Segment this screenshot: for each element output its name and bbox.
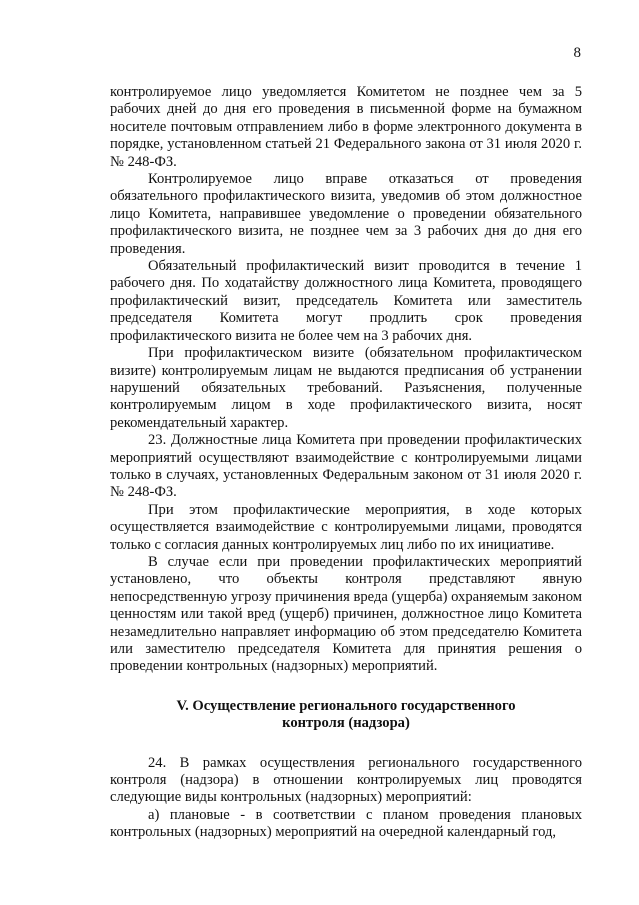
section-heading-line1: V. Осуществление регионального государственного	[176, 697, 516, 714]
paragraph-threat: В случае если при проведении профилактических мероприятий установлено, что объекты контроля представляют явную непосредственную угрозу причинения вреда (ущерба) охраняемым законом ценностям или такой вред (ущерб) причинен, должностное лицо Комитета незамедлительно направляет информацию об этом председателю Комитета или заместителю председателя Комитета для принятия решения о проведении контрольных (надзорных) мероприятий.	[110, 553, 582, 675]
page-number: 8	[573, 45, 581, 61]
paragraph-item-24a: а) плановые - в соответствии с планом проведения плановых контрольных (надзорных) мероприятий на очередной календарный год,	[110, 806, 582, 841]
section-heading-line2: контроля (надзора)	[282, 715, 410, 732]
paragraph-no-orders: При профилактическом визите (обязательном профилактическом визите) контролируемым лицам не выдаются предписания об устранении нарушений обязательных требований. Разъяснения, полученные контролируемым лицом в ходе профилактического визита, носят рекомендательный характер.	[110, 345, 582, 431]
paragraph-consent: При этом профилактические мероприятия, в ходе которых осуществляется взаимодействие с контролируемыми лицами, проводятся только с согласия данных контролируемых лиц либо по их инициативе.	[110, 501, 582, 553]
paragraph-notification: контролируемое лицо уведомляется Комитетом не позднее чем за 5 рабочих дней до дня его проведения в письменной форме на бумажном носителе почтовым отправлением либо в форме электронного документа в порядке, установленном статьей 21 Федерального закона от 31 июля 2020 г. № 248-ФЗ.	[110, 84, 582, 170]
paragraph-item-23: 23. Должностные лица Комитета при проведении профилактических мероприятий осуществляют взаимодействие с контролируемыми лицами только в случаях, установленных Федеральным законом от 31 июля 2020 г. № 248-ФЗ.	[110, 432, 582, 501]
paragraph-refusal: Контролируемое лицо вправе отказаться от проведения обязательного профилактического визита, уведомив об этом должностное лицо Комитета, направившее уведомление о проведении обязательного профилактического визита, не позднее чем за 3 рабочих дня до дня его проведения.	[110, 171, 582, 257]
section-heading	[110, 698, 582, 733]
paragraph-visit-duration: Обязательный профилактический визит проводится в течение 1 рабочего дня. По ходатайству должностного лица Комитета, проводящего профилактический визит, председатель Комитета или заместитель председателя Комитета могут продлить срок проведения профилактического визита не более чем на 3 рабочих дня.	[110, 258, 582, 344]
document-body	[110, 84, 582, 842]
paragraph-item-24: 24. В рамках осуществления регионального государственного контроля (надзора) в отношении контролируемых лиц проводятся следующие виды контрольных (надзорных) мероприятий:	[110, 754, 582, 806]
spacer	[110, 733, 582, 755]
